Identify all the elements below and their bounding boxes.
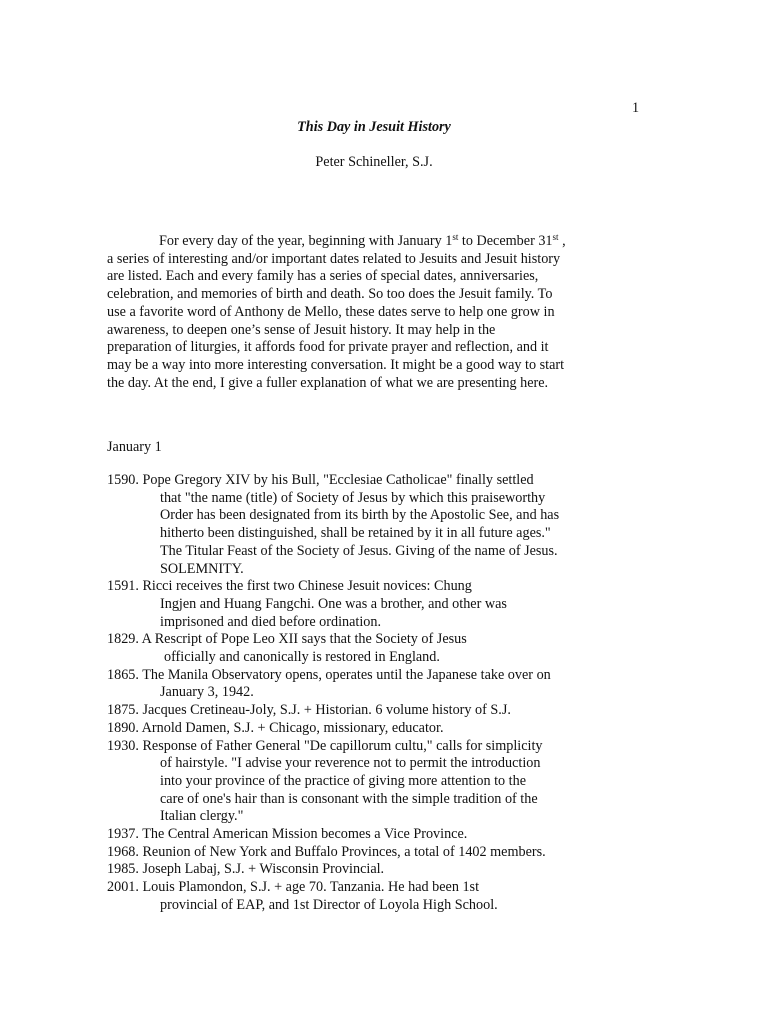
page-number: 1 <box>632 100 640 116</box>
ordinal-suffix: st <box>552 232 559 242</box>
entry-continuation: Ingjen and Huang Fangchi. One was a brother, and other was <box>160 595 507 612</box>
entry-continuation: The Titular Feast of the Society of Jesus. Giving of the name of Jesus. <box>160 542 558 559</box>
intro-text: For every day of the year, beginning with January 1 <box>159 233 453 249</box>
entry-continuation: Italian clergy." <box>160 808 244 825</box>
entry-line: 1591. Ricci receives the first two Chinese Jesuit novices: Chung <box>107 578 472 595</box>
intro-line: may be a way into more interesting conversation. It might be a good way to start <box>107 356 565 373</box>
entry-continuation: of hairstyle. "I advise your reverence not to permit the introduction <box>160 755 541 772</box>
entry-continuation: care of one's hair than is consonant with the simple tradition of the <box>160 790 538 807</box>
entry-continuation: provincial of EAP, and 1st Director of Loyola High School. <box>160 896 498 913</box>
entry-line: 1590. Pope Gregory XIV by his Bull, "Ecclesiae Catholicae" finally settled <box>107 472 534 488</box>
intro-text: , <box>558 233 566 249</box>
entry-line: 1890. Arnold Damen, S.J. + Chicago, missionary, educator. <box>107 719 444 736</box>
intro-line: use a favorite word of Anthony de Mello, these dates serve to help one grow in <box>107 303 555 320</box>
entry-continuation: into your province of the practice of giving more attention to the <box>160 772 527 789</box>
entry-line: 1985. Joseph Labaj, S.J. + Wisconsin Provincial. <box>107 861 385 878</box>
entry-continuation: officially and canonically is restored in England. <box>164 649 440 666</box>
intro-line: the day. At the end, I give a fuller explanation of what we are presenting here. <box>107 374 549 391</box>
entry-line: 1829. A Rescript of Pope Leo XII says that the Society of Jesus <box>107 631 467 648</box>
intro-line: a series of interesting and/or important dates related to Jesuits and Jesuit history <box>107 250 561 267</box>
document-author: Peter Schineller, S.J. <box>315 154 433 170</box>
entry-continuation: that "the name (title) of Society of Jesus by which this praiseworthy <box>160 489 546 506</box>
intro-line: celebration, and memories of birth and death. So too does the Jesuit family. To <box>107 286 553 303</box>
entry-continuation: imprisoned and died before ordination. <box>160 613 382 630</box>
history-entries <box>107 472 647 915</box>
ordinal-suffix: st <box>452 232 459 242</box>
entry-continuation: January 3, 1942. <box>160 684 254 701</box>
intro-line: are listed. Each and every family has a series of special dates, anniversaries, <box>107 268 539 285</box>
intro-text: to December 31 <box>458 233 553 249</box>
entry-line: 2001. Louis Plamondon, S.J. + age 70. Tanzania. He had been 1st <box>107 879 480 896</box>
entry-line: 1968. Reunion of New York and Buffalo Provinces, a total of 1402 members. <box>107 843 546 860</box>
entry-continuation: hitherto been distinguished, shall be retained by it in all future ages." <box>160 525 551 542</box>
entry-line: 1937. The Central American Mission becomes a Vice Province. <box>107 826 468 843</box>
intro-paragraph <box>107 233 637 392</box>
document-title: This Day in Jesuit History <box>297 119 451 135</box>
entry-continuation: SOLEMNITY. <box>160 560 244 577</box>
intro-line <box>107 233 637 251</box>
entry-line: 1865. The Manila Observatory opens, operates until the Japanese take over on <box>107 666 551 683</box>
entry-line: 1930. Response of Father General "De capillorum cultu," calls for simplicity <box>107 737 543 754</box>
intro-line: preparation of liturgies, it affords food for private prayer and reflection, and it <box>107 339 549 356</box>
entry-line: 1875. Jacques Cretineau-Joly, S.J. + Historian. 6 volume history of S.J. <box>107 702 511 719</box>
entry-continuation: Order has been designated from its birth by the Apostolic See, and has <box>160 507 560 524</box>
intro-line: awareness, to deepen one’s sense of Jesuit history. It may help in the <box>107 321 496 338</box>
day-heading: January 1 <box>107 439 162 455</box>
